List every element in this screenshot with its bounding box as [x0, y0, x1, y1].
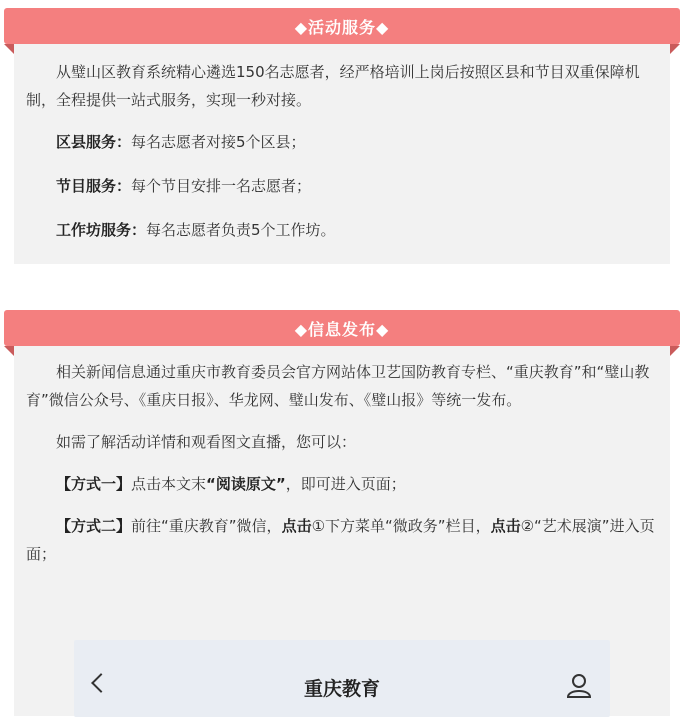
method-bold: 点击: [490, 517, 521, 535]
screenshot-title: 重庆教育: [303, 678, 380, 700]
release-paragraph: 相关新闻信息通过重庆市教育委员会官方网站体卫艺国防教育专栏、“重庆教育”和“璧山教育”微信公众号、《重庆日报》、华龙网、璧山发布、《璧山报》等统一发布。: [26, 363, 650, 409]
method-one: [26, 470, 658, 498]
method-text: 点击本文末: [131, 475, 207, 493]
method-text: ，即可进入页面；: [285, 475, 406, 493]
service-item-text: 每名志愿者负责5个工作坊。: [146, 221, 336, 239]
service-item: [26, 216, 658, 244]
section-title: ◆活动服务◆: [294, 17, 390, 37]
service-item-label: 工作坊服务：: [56, 221, 147, 239]
banner-fold-right: [670, 346, 680, 356]
service-item-label: 区县服务：: [56, 133, 132, 151]
banner-fold-right: [670, 44, 680, 54]
section-card: [14, 44, 670, 264]
service-item-text: 每个节目安排一名志愿者；: [131, 177, 312, 195]
activity-service-section: [4, 8, 680, 264]
method-text: ①下方菜单“微政务”栏目，: [311, 517, 491, 535]
service-item: [26, 172, 658, 200]
service-item-label: 节目服务：: [56, 177, 132, 195]
section-banner: [4, 310, 680, 346]
section-banner: [4, 8, 680, 44]
method-text: ②“艺术展演”进入页面；: [26, 517, 655, 563]
user-icon[interactable]: [566, 672, 592, 698]
section-title: ◆信息发布◆: [294, 319, 390, 339]
service-item-text: 每名志愿者对接5个区县；: [131, 133, 306, 151]
method-two: [26, 512, 658, 568]
banner-fold-left: [4, 346, 14, 356]
service-item: [26, 128, 658, 156]
method-label: 【方式一】: [56, 475, 132, 493]
method-bold: 点击: [281, 517, 312, 535]
read-original-link[interactable]: “阅读原文”: [206, 475, 286, 493]
method-label: 【方式二】: [56, 517, 132, 535]
intro-paragraph: 从璧山区教育系统精心遴选150名志愿者，经严格培训上岗后按照区县和节目双重保障机制，全程提供一站式服务，实现一秒对接。: [26, 63, 640, 109]
howto-paragraph: 如需了解活动详情和观看图文直播，您可以：: [56, 433, 357, 451]
method-text: 前往“重庆教育”微信，: [131, 517, 282, 535]
wechat-header-screenshot: [74, 640, 610, 717]
banner-fold-left: [4, 44, 14, 54]
